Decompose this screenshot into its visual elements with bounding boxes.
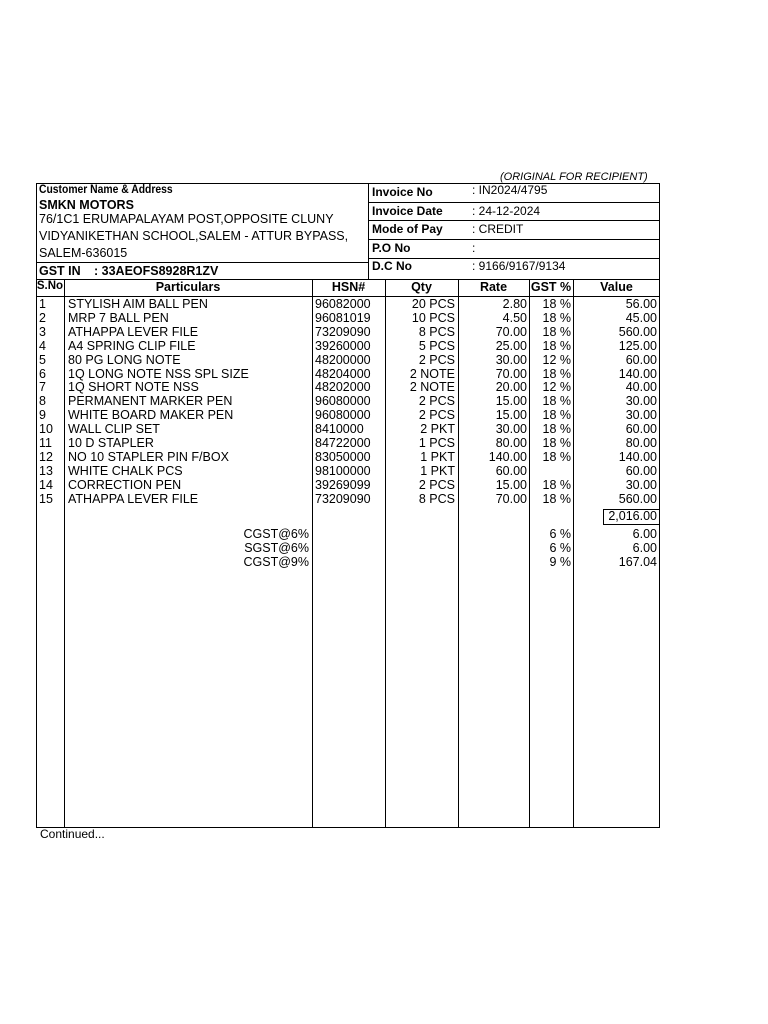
row-sno: 3 bbox=[39, 324, 46, 339]
row-sno: 12 bbox=[39, 449, 53, 464]
row-gst: 18 % bbox=[542, 297, 571, 311]
row-sno: 13 bbox=[39, 463, 53, 478]
subtotal-value: 2,016.00 bbox=[608, 509, 657, 523]
row-hsn: 96080000 bbox=[315, 394, 371, 409]
tax-row bbox=[0, 541, 768, 555]
row-sno: 15 bbox=[39, 491, 53, 506]
row-rate: 15.00 bbox=[495, 408, 527, 423]
row-particulars: WHITE BOARD MAKER PEN bbox=[68, 408, 234, 423]
row-qty: 2 PCS bbox=[418, 477, 455, 492]
row-gst: 18 % bbox=[542, 449, 571, 464]
row-qty: 10 PCS bbox=[411, 310, 455, 325]
table-row bbox=[0, 381, 768, 395]
row-hsn: 96081019 bbox=[315, 310, 371, 325]
row-rate: 70.00 bbox=[495, 324, 527, 339]
row-hsn: 73209090 bbox=[315, 324, 371, 339]
row-hsn: 39269099 bbox=[315, 477, 371, 492]
row-value: 560.00 bbox=[618, 324, 657, 339]
row-value: 30.00 bbox=[625, 394, 657, 409]
row-value: 140.00 bbox=[618, 366, 657, 381]
row-sno: 2 bbox=[39, 310, 46, 325]
row-particulars: A4 SPRING CLIP FILE bbox=[68, 338, 196, 353]
dc-no-label: D.C No bbox=[372, 259, 412, 273]
gstin-row-line bbox=[36, 262, 368, 263]
table-row bbox=[0, 395, 768, 409]
row-particulars: WHITE CHALK PCS bbox=[68, 463, 183, 478]
row-rate: 20.00 bbox=[495, 380, 527, 395]
col-header-gst: GST % bbox=[530, 280, 572, 294]
invoice-no-label: Invoice No bbox=[372, 185, 433, 199]
row-hsn: 48200000 bbox=[315, 352, 371, 367]
row-sno: 11 bbox=[39, 436, 52, 450]
row-particulars: WALL CLIP SET bbox=[68, 422, 160, 437]
customer-name: SMKN MOTORS bbox=[39, 198, 134, 212]
row-qty: 1 PCS bbox=[418, 436, 455, 450]
row-qty: 2 PCS bbox=[418, 394, 455, 409]
row-value: 56.00 bbox=[625, 297, 657, 311]
row-rate: 15.00 bbox=[495, 477, 527, 492]
row-sno: 14 bbox=[39, 477, 53, 492]
row-sno: 1 bbox=[39, 297, 46, 311]
row-rate: 4.50 bbox=[502, 310, 527, 325]
row-particulars: 1Q SHORT NOTE NSS bbox=[68, 380, 199, 395]
row-rate: 60.00 bbox=[495, 463, 527, 478]
table-row bbox=[0, 326, 768, 340]
continued-label: Continued... bbox=[40, 827, 105, 841]
row-qty: 1 PKT bbox=[420, 463, 455, 478]
row-sno: 9 bbox=[39, 408, 46, 423]
table-row bbox=[0, 409, 768, 423]
row-particulars: PERMANENT MARKER PEN bbox=[68, 394, 233, 409]
tax-value: 6.00 bbox=[632, 527, 657, 541]
customer-block bbox=[39, 184, 367, 196]
row-qty: 1 PKT bbox=[420, 449, 455, 464]
row-qty: 20 PCS bbox=[411, 297, 455, 311]
col-header-qty: Qty bbox=[411, 280, 432, 294]
meta-row-line bbox=[368, 239, 660, 240]
row-sno: 4 bbox=[39, 338, 46, 353]
row-gst: 18 % bbox=[542, 422, 571, 437]
table-row bbox=[0, 493, 768, 507]
mode-of-pay-label: Mode of Pay bbox=[372, 222, 443, 236]
tax-row bbox=[0, 555, 768, 569]
row-particulars: 80 PG LONG NOTE bbox=[68, 352, 181, 367]
row-hsn: 73209090 bbox=[315, 491, 371, 506]
row-value: 80.00 bbox=[625, 436, 657, 450]
col-header-value: Value bbox=[600, 280, 633, 294]
row-particulars: MRP 7 BALL PEN bbox=[68, 310, 169, 325]
row-value: 45.00 bbox=[625, 310, 657, 325]
row-gst: 18 % bbox=[542, 338, 571, 353]
row-rate: 30.00 bbox=[495, 422, 527, 437]
tax-label: CGST@6% bbox=[243, 527, 309, 541]
row-sno: 6 bbox=[39, 366, 46, 381]
row-particulars: 10 D STAPLER bbox=[68, 436, 154, 450]
table-row bbox=[0, 451, 768, 465]
row-value: 30.00 bbox=[625, 477, 657, 492]
row-rate: 80.00 bbox=[495, 436, 527, 450]
row-sno: 7 bbox=[39, 380, 46, 395]
row-gst: 18 % bbox=[542, 366, 571, 381]
row-value: 60.00 bbox=[625, 463, 657, 478]
row-gst: 18 % bbox=[542, 310, 571, 325]
row-sno: 5 bbox=[39, 352, 46, 367]
invoice-date-value: : 24-12-2024 bbox=[472, 204, 541, 218]
row-value: 30.00 bbox=[625, 408, 657, 423]
row-hsn: 8410000 bbox=[315, 422, 364, 437]
row-gst: 18 % bbox=[542, 491, 571, 506]
row-sno: 8 bbox=[39, 394, 46, 409]
row-value: 60.00 bbox=[625, 352, 657, 367]
row-gst: 18 % bbox=[542, 436, 571, 450]
row-hsn: 96080000 bbox=[315, 408, 371, 423]
tax-value: 6.00 bbox=[632, 541, 657, 555]
row-particulars: CORRECTION PEN bbox=[68, 477, 182, 492]
table-row bbox=[0, 354, 768, 368]
row-gst: 12 % bbox=[542, 380, 571, 395]
col-header-hsn: HSN# bbox=[331, 280, 366, 294]
gstin-value: : 33AEOFS8928R1ZV bbox=[94, 264, 219, 278]
row-rate: 70.00 bbox=[495, 491, 527, 506]
table-row bbox=[0, 368, 768, 382]
customer-address-line3: SALEM-636015 bbox=[39, 246, 128, 260]
row-hsn: 84722000 bbox=[315, 436, 371, 450]
row-gst: 18 % bbox=[542, 408, 571, 423]
row-qty: 2 PCS bbox=[418, 352, 455, 367]
row-rate: 140.00 bbox=[488, 449, 527, 464]
col-header-particulars: Particulars bbox=[155, 280, 221, 294]
tax-rate: 6 % bbox=[549, 541, 571, 555]
row-gst: 12 % bbox=[542, 352, 571, 367]
row-qty: 2 PCS bbox=[418, 408, 455, 423]
row-gst: 18 % bbox=[542, 394, 571, 409]
row-rate: 2.80 bbox=[502, 297, 527, 311]
row-gst: 18 % bbox=[542, 477, 571, 492]
po-no-label: P.O No bbox=[372, 241, 411, 255]
row-qty: 2 PKT bbox=[420, 422, 455, 437]
customer-address-line1: 76/1C1 ERUMAPALAYAM POST,OPPOSITE CLUNY bbox=[39, 212, 334, 226]
tax-rate: 6 % bbox=[549, 527, 571, 541]
table-row bbox=[0, 437, 768, 451]
tax-value: 167.04 bbox=[618, 555, 657, 569]
row-qty: 5 PCS bbox=[418, 338, 455, 353]
col-header-rate: Rate bbox=[479, 280, 508, 294]
dc-no-value: : 9166/9167/9134 bbox=[472, 259, 566, 273]
row-particulars: NO 10 STAPLER PIN F/BOX bbox=[68, 449, 229, 464]
row-value: 60.00 bbox=[625, 422, 657, 437]
col-header-sno: S.No bbox=[36, 280, 64, 292]
row-value: 560.00 bbox=[618, 491, 657, 506]
tax-label: SGST@6% bbox=[244, 541, 309, 555]
gstin-label: GST IN bbox=[39, 264, 81, 278]
row-particulars: 1Q LONG NOTE NSS SPL SIZE bbox=[68, 366, 249, 381]
tax-rate: 9 % bbox=[549, 555, 571, 569]
row-value: 40.00 bbox=[625, 380, 657, 395]
row-rate: 15.00 bbox=[495, 394, 527, 409]
row-hsn: 98100000 bbox=[315, 463, 371, 478]
header-divider bbox=[368, 183, 369, 280]
row-rate: 25.00 bbox=[495, 338, 527, 353]
meta-row-line bbox=[368, 220, 660, 221]
row-qty: 8 PCS bbox=[418, 491, 455, 506]
row-particulars: STYLISH AIM BALL PEN bbox=[68, 297, 208, 311]
row-particulars: ATHAPPA LEVER FILE bbox=[68, 491, 199, 506]
mode-of-pay-value: : CREDIT bbox=[472, 222, 524, 236]
row-rate: 70.00 bbox=[495, 366, 527, 381]
row-gst: 18 % bbox=[542, 324, 571, 339]
row-sno: 10 bbox=[39, 422, 53, 437]
original-for-recipient-label: (ORIGINAL FOR RECIPIENT) bbox=[500, 171, 648, 183]
row-hsn: 83050000 bbox=[315, 449, 371, 464]
row-hsn: 96082000 bbox=[315, 297, 371, 311]
table-row bbox=[0, 312, 768, 326]
customer-label: Customer Name & Address bbox=[39, 184, 173, 196]
meta-row-line bbox=[368, 202, 660, 203]
invoice-no-value: : IN2024/4795 bbox=[472, 183, 548, 197]
table-row bbox=[0, 479, 768, 493]
customer-address-line2: VIDYANIKETHAN SCHOOL,SALEM - ATTUR BYPASS, bbox=[39, 229, 349, 243]
row-hsn: 39260000 bbox=[315, 338, 371, 353]
table-row bbox=[0, 465, 768, 479]
row-hsn: 48204000 bbox=[315, 366, 371, 381]
table-row bbox=[0, 298, 768, 312]
row-hsn: 48202000 bbox=[315, 380, 371, 395]
table-row bbox=[0, 423, 768, 437]
row-qty: 2 NOTE bbox=[409, 380, 455, 395]
row-value: 140.00 bbox=[618, 449, 657, 464]
row-value: 125.00 bbox=[618, 338, 657, 353]
tax-row bbox=[0, 527, 768, 541]
row-qty: 8 PCS bbox=[418, 324, 455, 339]
row-qty: 2 NOTE bbox=[409, 366, 455, 381]
tax-label: CGST@9% bbox=[243, 555, 309, 569]
table-row bbox=[0, 340, 768, 354]
row-particulars: ATHAPPA LEVER FILE bbox=[68, 324, 199, 339]
po-no-value: : bbox=[472, 241, 476, 255]
invoice-date-label: Invoice Date bbox=[372, 204, 443, 218]
row-rate: 30.00 bbox=[495, 352, 527, 367]
